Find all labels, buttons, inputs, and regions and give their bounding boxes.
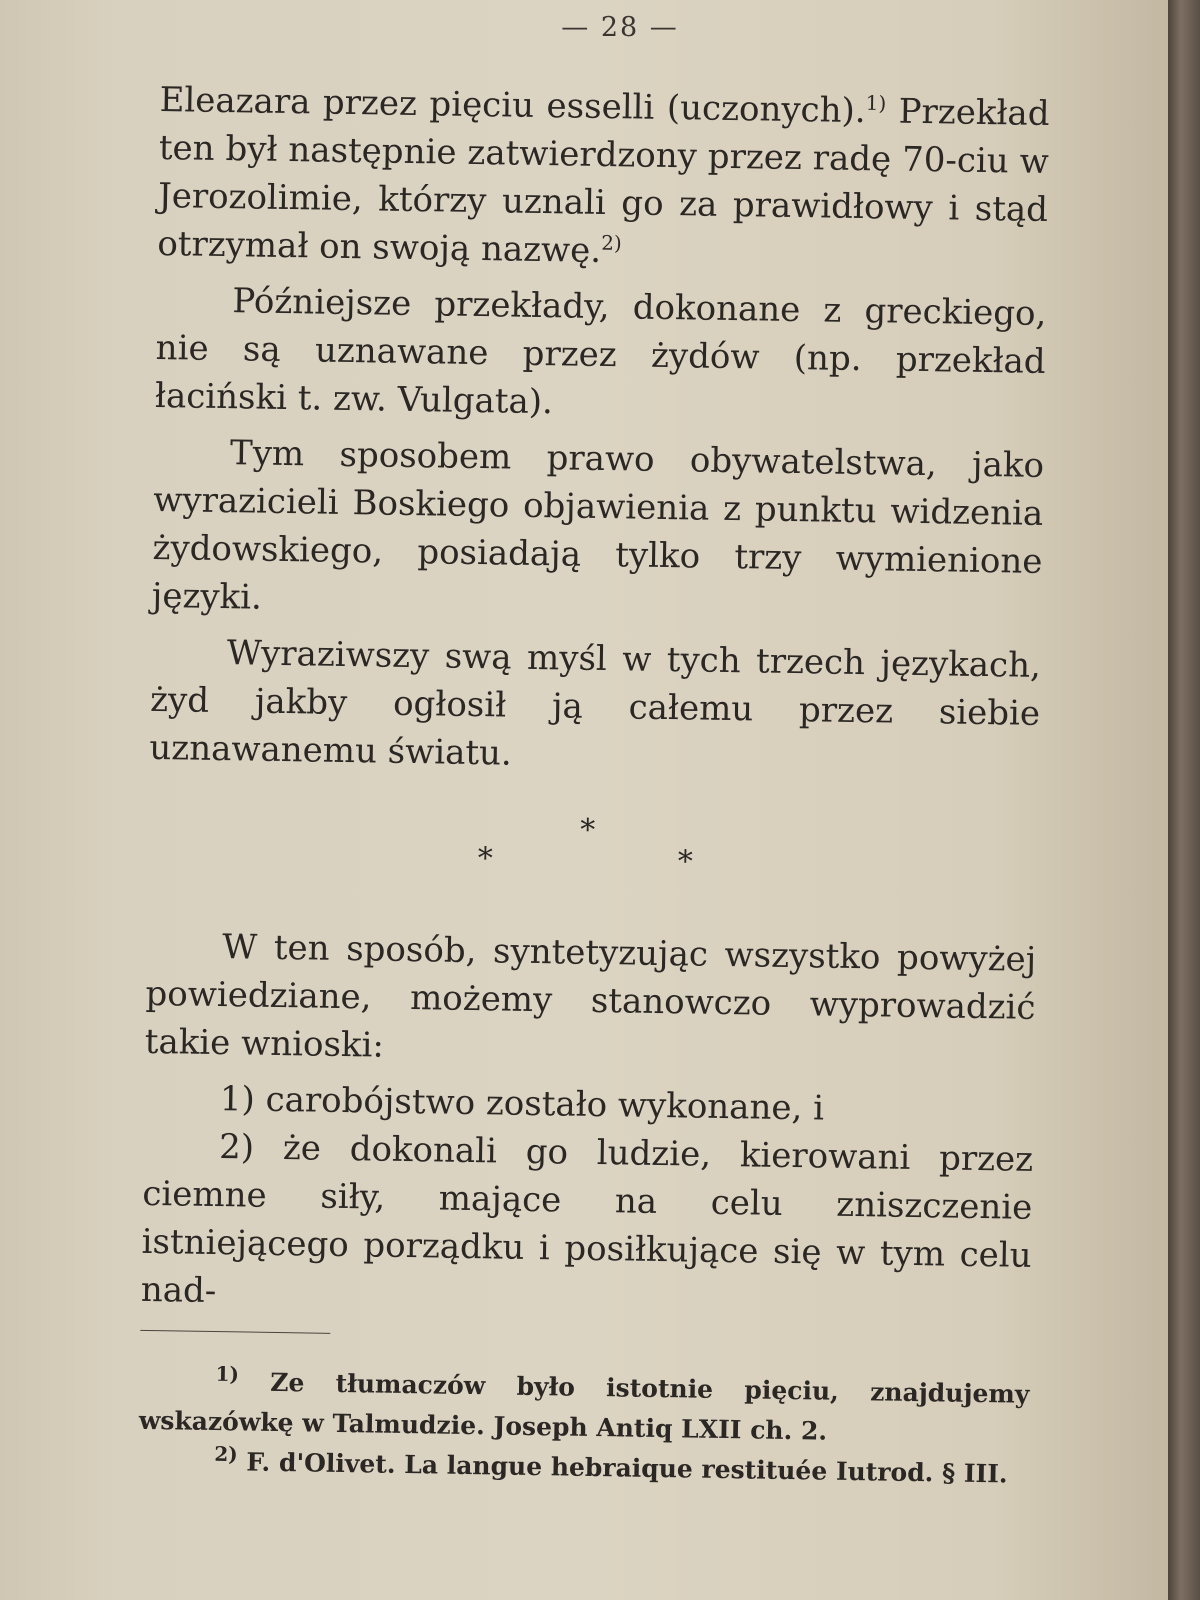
separator-star: * bbox=[477, 841, 494, 877]
separator-star: * bbox=[677, 844, 693, 880]
paragraph-1-part-2: Przekład ten był następnie zatwierdzony przez radę 70-ciu w Jerozolimie, którzy uznali go za prawidłowy i stąd otrzymał on swoją nazwę. bbox=[157, 91, 1050, 271]
paragraph-1-part-1: Eleazara przez pięciu esselli (uczonych). bbox=[159, 79, 866, 132]
page-number: — 28 — bbox=[561, 12, 679, 43]
footnote-ref-1: 1) bbox=[865, 90, 887, 116]
footnote-divider bbox=[140, 1330, 330, 1334]
book-spine-edge bbox=[1168, 0, 1200, 1600]
list-item-1: 1) carobójstwo zostało wykonane, i bbox=[219, 1079, 825, 1129]
main-text bbox=[138, 76, 1050, 1495]
paragraph-5: W ten sposób, syntetyzując wszystko powyżej powiedziane, możemy stanowczo wyprowadzić takie wnioski: bbox=[144, 927, 1037, 1066]
paragraph-3: Tym sposobem prawo obywatelstwa, jako wyrazicieli Boskiego objawienia z punktu widzenia żydowskiego, posiadają tylko trzy wymienione języki. bbox=[151, 433, 1045, 618]
paragraph-4: Wyraziwszy swą myśl w tych trzech językach, żyd jakby ogłosił ją całemu przez siebie uznawanemu światu. bbox=[149, 633, 1042, 774]
footnotes bbox=[138, 1361, 1030, 1495]
list-item-2: 2) że dokonali go ludzie, kierowani przez ciemne siły, mające na celu zniszczenie istniejącego porządku i posiłkujące się w tym celu nad- bbox=[140, 1127, 1034, 1312]
section-separator bbox=[147, 800, 1039, 924]
footnote-1 bbox=[139, 1361, 1030, 1455]
footnote-2-text: F. d'Olivet. La langue hebraique restituée Iutrod. § III. bbox=[237, 1447, 1008, 1489]
footnote-2-mark: 2) bbox=[214, 1441, 238, 1467]
footnote-1-mark: 1) bbox=[215, 1361, 240, 1387]
footnote-1-text: Ze tłumaczów było istotnie pięciu, znajdujemy wskazówkę w Talmudzie. Joseph Antiq LXII ch. 2. bbox=[138, 1367, 1030, 1446]
footnote-ref-2: 2) bbox=[601, 230, 622, 255]
separator-star: * bbox=[579, 812, 596, 848]
paragraph-2: Późniejsze przekłady, dokonane z greckiego, nie są uznawane przez żydów (np. przekład łaciński t. zw. Vulgata). bbox=[154, 281, 1047, 423]
paragraph-1 bbox=[157, 76, 1050, 282]
